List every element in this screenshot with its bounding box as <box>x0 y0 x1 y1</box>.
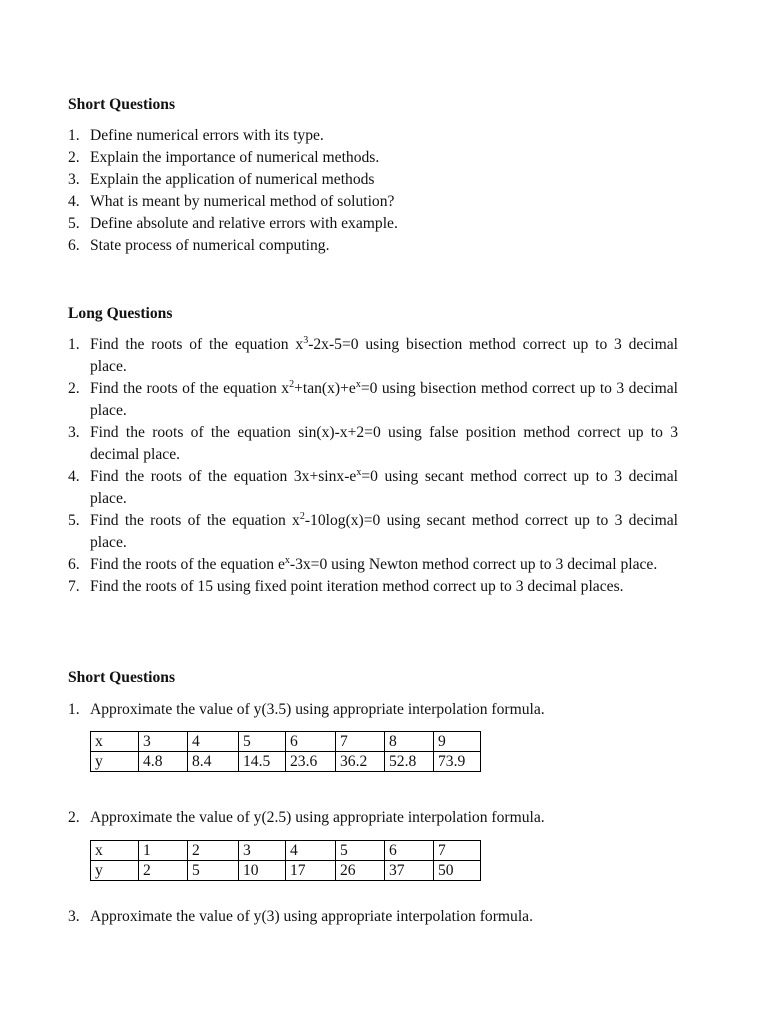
table-row-y <box>91 752 481 772</box>
table-cell: x <box>91 841 139 861</box>
table-cell: 36.2 <box>336 752 385 772</box>
item-text: -10log(x)=0 using secant method correct up to 3 decimal place. <box>90 512 678 551</box>
item-number: 2. <box>68 149 80 166</box>
item-number: 2. <box>68 809 80 826</box>
item-number: 1. <box>68 701 80 718</box>
item-number: 3. <box>68 424 80 441</box>
table-row-x <box>91 841 481 861</box>
item-number: 5. <box>68 215 80 232</box>
table-cell: 6 <box>385 841 434 861</box>
list-item <box>68 169 678 191</box>
short-questions-list-1 <box>68 125 678 257</box>
item-text: =0 using secant method correct up to 3 decimal place. <box>90 468 678 507</box>
superscript: x <box>356 467 362 478</box>
item-text: Find the roots of the equation x <box>90 336 304 353</box>
item-text: Approximate the value of y(3.5) using appropriate interpolation formula. <box>90 701 545 718</box>
superscript: x <box>284 555 290 566</box>
superscript: 2 <box>289 379 295 390</box>
short-questions-heading-2: Short Questions <box>68 669 176 686</box>
item-number: 1. <box>68 127 80 144</box>
item-number: 7. <box>68 578 80 595</box>
long-questions-list <box>68 334 678 598</box>
item-number: 3. <box>68 171 80 188</box>
list-item <box>68 554 678 576</box>
table-row-y <box>91 861 481 881</box>
item-text: -3x=0 using Newton method correct up to 3 decimal place. <box>289 556 658 573</box>
table-cell: 23.6 <box>286 752 336 772</box>
table-cell: 9 <box>434 732 481 752</box>
table-cell: 10 <box>239 861 286 881</box>
list-item <box>68 213 678 235</box>
table-cell: 5 <box>336 841 385 861</box>
table-cell: 37 <box>385 861 434 881</box>
item-number: 6. <box>68 556 80 573</box>
list-item <box>68 510 678 554</box>
table-row-x <box>91 732 481 752</box>
item-text: Find the roots of the equation 3x+sinx-e <box>90 468 357 485</box>
data-table-2 <box>90 840 481 881</box>
list-item <box>68 576 678 598</box>
item-text: Define absolute and relative errors with example. <box>90 215 398 232</box>
item-text: What is meant by numerical method of solution? <box>90 193 395 210</box>
table-cell: 73.9 <box>434 752 481 772</box>
item-number: 2. <box>68 380 80 397</box>
table-cell: 5 <box>239 732 286 752</box>
list-item <box>68 466 678 510</box>
table-cell: 6 <box>286 732 336 752</box>
superscript: 2 <box>299 511 305 522</box>
table-cell: y <box>91 861 139 881</box>
table-cell: y <box>91 752 139 772</box>
item-text: Approximate the value of y(2.5) using appropriate interpolation formula. <box>90 809 545 826</box>
data-table-1 <box>90 731 481 772</box>
item-text: State process of numerical computing. <box>90 237 330 254</box>
short-questions-heading-1: Short Questions <box>68 96 176 113</box>
table-cell: 3 <box>239 841 286 861</box>
item-number: 4. <box>68 193 80 210</box>
table-cell: 2 <box>188 841 239 861</box>
list-item <box>68 378 678 422</box>
table-cell: 7 <box>336 732 385 752</box>
item-number: 6. <box>68 237 80 254</box>
table-cell: 8 <box>385 732 434 752</box>
item-text: Find the roots of the equation e <box>90 556 285 573</box>
list-item <box>68 235 678 257</box>
table-cell: 52.8 <box>385 752 434 772</box>
interpolation-question-2 <box>68 807 678 829</box>
item-text: Explain the application of numerical methods <box>90 171 375 188</box>
table-cell: 50 <box>434 861 481 881</box>
table-cell: 3 <box>139 732 188 752</box>
superscript: 3 <box>303 335 309 346</box>
table-cell: 2 <box>139 861 188 881</box>
table-cell: 4.8 <box>139 752 188 772</box>
table-cell: 7 <box>434 841 481 861</box>
list-item <box>68 191 678 213</box>
table-cell: 17 <box>286 861 336 881</box>
item-number: 5. <box>68 512 80 529</box>
list-item <box>68 147 678 169</box>
item-number: 1. <box>68 336 80 353</box>
item-number: 3. <box>68 908 80 925</box>
table-cell: x <box>91 732 139 752</box>
table-cell: 5 <box>188 861 239 881</box>
item-text: =0 using bisection method correct up to 3 decimal place. <box>90 380 679 419</box>
superscript: x <box>355 379 361 390</box>
item-text: -2x-5=0 using bisection method correct up to 3 decimal place. <box>90 336 678 375</box>
item-text: +tan(x)+e <box>294 380 356 397</box>
table-cell: 8.4 <box>188 752 239 772</box>
item-number: 4. <box>68 468 80 485</box>
list-item <box>68 422 678 466</box>
interpolation-question-1 <box>68 699 678 721</box>
long-questions-heading: Long Questions <box>68 305 173 322</box>
item-text: Find the roots of the equation sin(x)-x+2=0 using false position method correct up to 3 decimal place. <box>90 424 678 463</box>
table-cell: 14.5 <box>239 752 286 772</box>
table-cell: 4 <box>286 841 336 861</box>
table-cell: 1 <box>139 841 188 861</box>
list-item <box>68 125 678 147</box>
list-item <box>68 334 678 378</box>
item-text: Find the roots of the equation x <box>90 380 290 397</box>
table-cell: 4 <box>188 732 239 752</box>
item-text: Define numerical errors with its type. <box>90 127 324 144</box>
table-cell: 26 <box>336 861 385 881</box>
item-text: Find the roots of the equation x <box>90 512 300 529</box>
interpolation-question-3 <box>68 906 678 928</box>
item-text: Approximate the value of y(3) using appropriate interpolation formula. <box>90 908 533 925</box>
item-text: Explain the importance of numerical methods. <box>90 149 380 166</box>
item-text: Find the roots of 15 using fixed point iteration method correct up to 3 decimal places. <box>90 578 624 595</box>
